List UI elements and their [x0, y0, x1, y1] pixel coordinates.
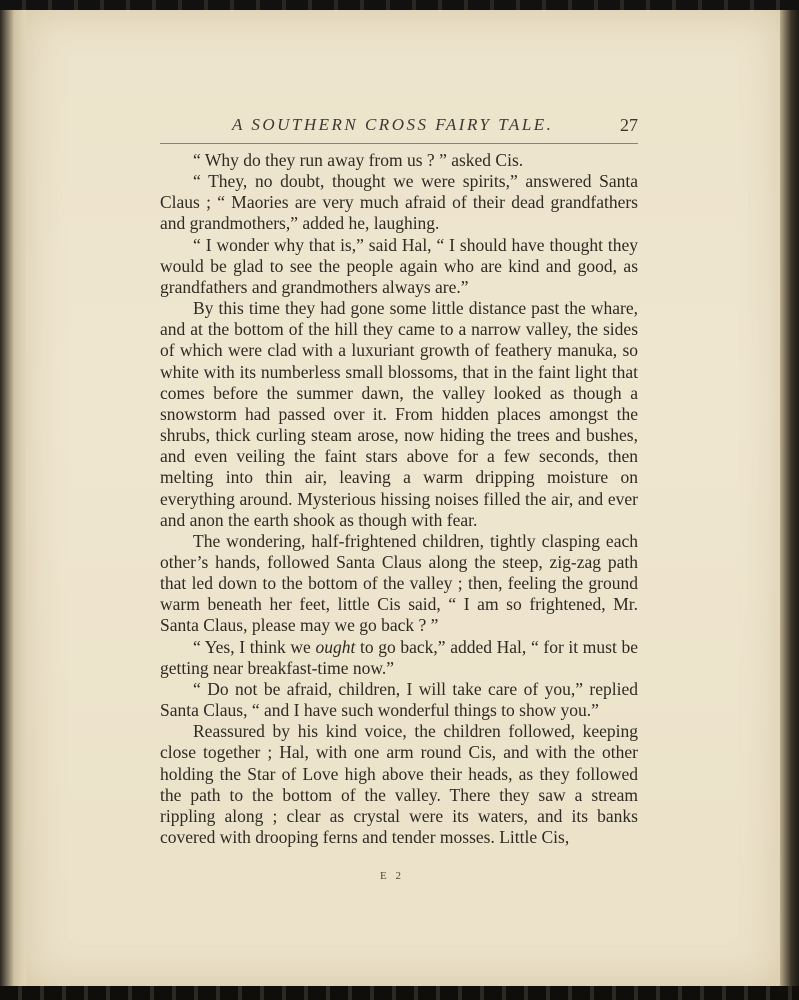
book-cover-right	[780, 10, 799, 986]
paragraph: “ Why do they run away from us ? ” asked Cis.	[193, 150, 524, 170]
paragraph-text: to go back,” added Hal, “ for it must be getting near breakfast-time now.”	[160, 636, 638, 678]
paragraph: “ Do not be afraid, children, I will take care of you,” replied Santa Claus, “ and I have such wonderful things to show you.”	[160, 678, 638, 721]
emphasis-ought: ought	[315, 636, 356, 657]
book-top-edge	[0, 0, 799, 10]
paragraph-text: “ Yes, I think we	[193, 636, 316, 657]
paragraph: The wondering, half-frightened children, tightly clasping each other’s hands, followed Santa Claus along the steep, zig-zag path that led down to the bottom of the valley ; then, feeling the ground warm beneath her feet, little Cis said, “ I am so frightened, Mr. Santa Claus, please may we go back ? ”	[160, 530, 638, 636]
running-header	[160, 115, 638, 139]
signature-mark: E 2	[380, 870, 404, 882]
paragraph: “ I wonder why that is,” said Hal, “ I should have thought they would be glad to see the people again who are kind and good, as grandfathers and grandmothers always are.”	[160, 234, 638, 297]
header-rule	[160, 143, 638, 144]
book-gutter-left	[0, 10, 26, 986]
paragraph: By this time they had gone some little distance past the whare, and at the bottom of the hill they came to a narrow valley, the sides of which were clad with a luxuriant growth of feathery manuka, so white with its numberless small blossoms, that in the faint light that comes before the summer dawn, the valley looked as though a snowstorm had passed over it. From hidden places amongst the shrubs, thick curling steam arose, now hiding the trees and bushes, and even veiling the faint stars above for a few seconds, then melting into thin air, leaving a warm dripping moisture on everything around. Mysterious hissing noises filled the air, and ever and anon the earth shook as though with fear.	[160, 298, 638, 530]
paragraph: Reassured by his kind voice, the children followed, keeping close together ; Hal, with one arm round Cis, and with the other holding the Star of Love high above their heads, as they followed the path to the bottom of the valley. There they saw a stream rippling along ; clear as crystal were its waters, and its banks covered with drooping ferns and tender mosses. Little Cis,	[160, 721, 638, 847]
page-number: 27	[620, 115, 638, 135]
paragraph: “ They, no doubt, thought we were spirits,” answered Santa Claus ; “ Maories are very much afraid of their dead grandfathers and grandmothers,” added he, laughing.	[160, 171, 638, 234]
paragraph	[160, 637, 638, 679]
book-bottom-edge	[0, 986, 799, 1000]
body-text	[160, 150, 638, 848]
running-title: A SOUTHERN CROSS FAIRY TALE.	[232, 115, 554, 134]
